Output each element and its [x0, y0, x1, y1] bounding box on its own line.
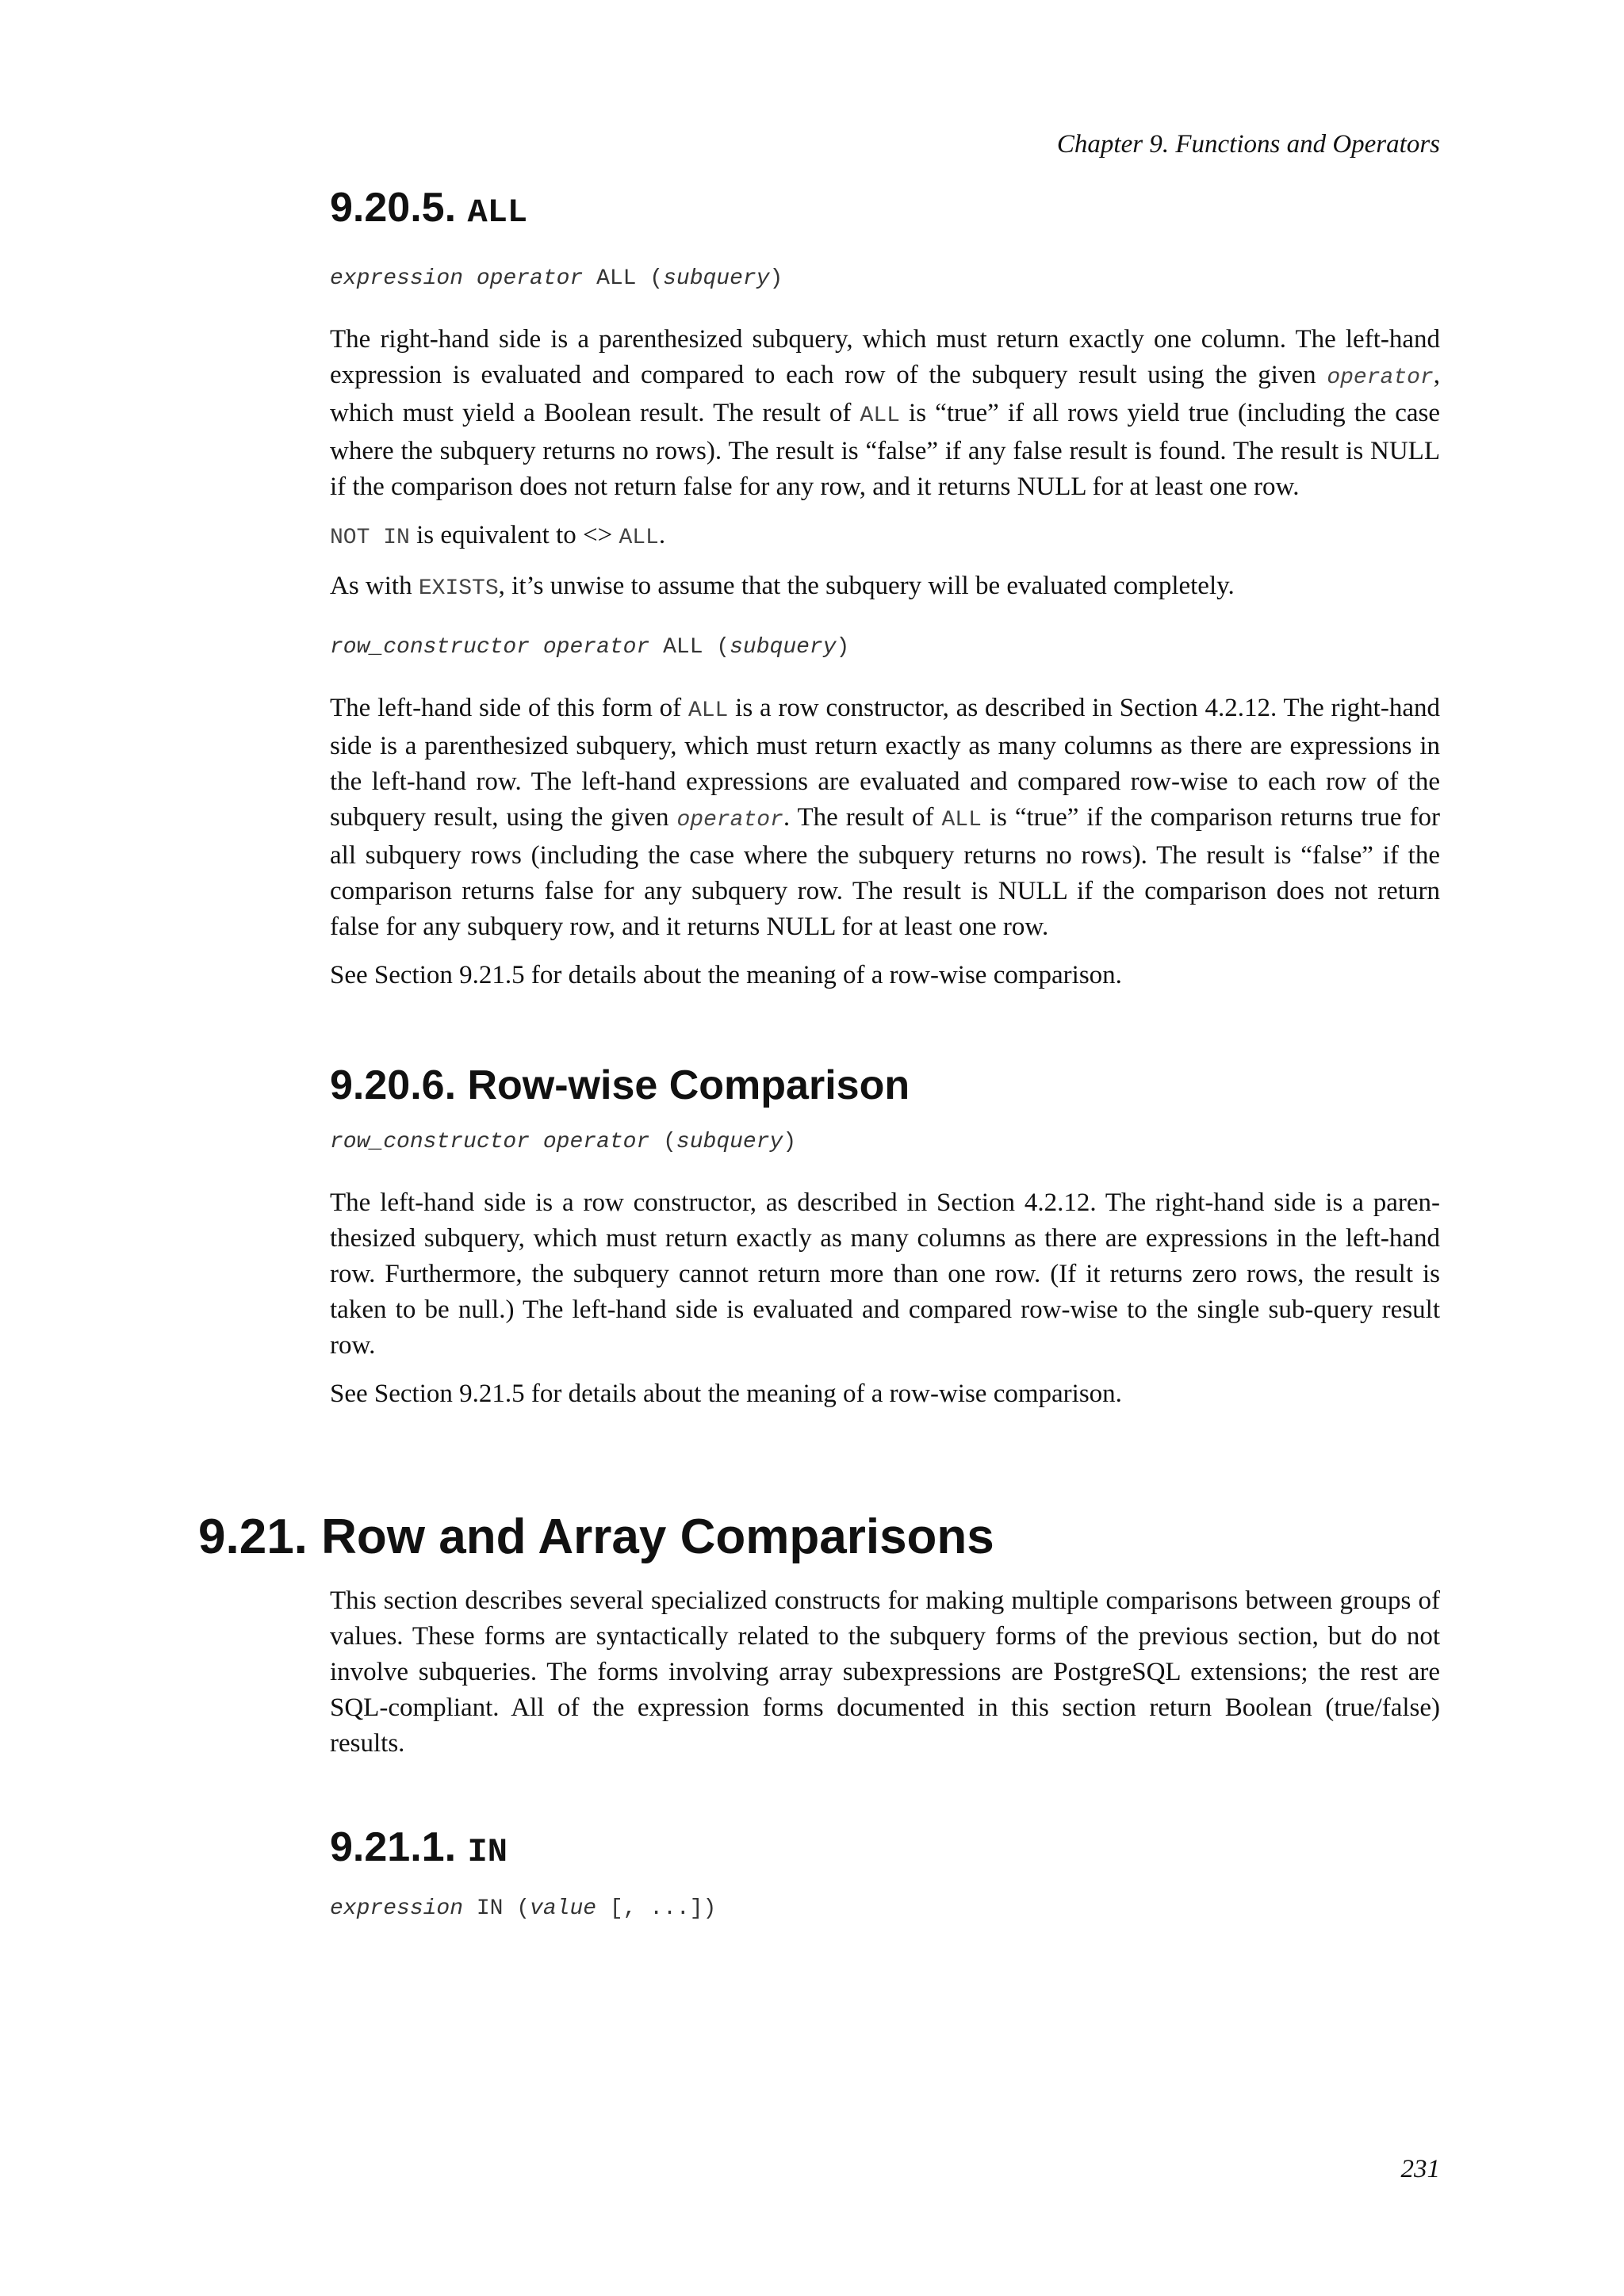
- section-heading-9-21: 9.21. Row and Array Comparisons: [198, 1510, 994, 1564]
- text-run: .: [658, 521, 666, 549]
- paragraph: [330, 691, 1440, 945]
- text-run: The right-hand side is a parenthesized subquery, which must return exactly one column. The left-hand expression is evaluated and compared to each row of the subquery result using the given: [330, 325, 1440, 389]
- paragraph: The left-hand side is a row constructor, as described in Section 4.2.12. The right-hand side is a paren-thesized subquery, which must return exactly as many columns as there are expressions in the left-hand row. Furthermore, the subquery cannot return more than one row. (If it returns zero rows, the result is taken to be null.) The left-hand side is evaluated and compared row-wise to the single sub-query result row.: [330, 1188, 1440, 1360]
- inline-code: ALL: [860, 404, 900, 428]
- inline-code: NOT IN: [330, 526, 410, 550]
- synopsis-keyword: ALL (: [596, 266, 664, 291]
- paragraph: [330, 322, 1440, 505]
- text-run: . The result of: [783, 803, 942, 832]
- text-run: , it’s unwise to assume that the subquery will be evaluated completely.: [498, 572, 1235, 600]
- section-number: 9.20.5.: [330, 185, 457, 231]
- synopsis-param: operator: [542, 1130, 650, 1154]
- synopsis-param: operator: [476, 266, 584, 291]
- synopsis-param: row_constructor: [330, 635, 530, 660]
- section-number: 9.21.1.: [330, 1824, 457, 1870]
- synopsis-keyword: ALL (: [663, 635, 730, 660]
- synopsis-punct: (: [663, 1130, 676, 1154]
- running-header: Chapter 9. Functions and Operators: [1056, 130, 1440, 159]
- page-content: [198, 182, 1441, 1923]
- paragraph: This section describes several specialized constructs for making multiple comparisons between groups of values. These forms are syntactically related to the subquery forms of the previous section, but do not involve subqueries. The forms involving array subexpressions are PostgreSQL extensions; the rest are SQL-compliant. All of the expression forms documented in this section return Boolean (true/false) results.: [330, 1586, 1440, 1758]
- text-run: is a row constructor, as described in Section 4.2.12. The right-hand side is a parenthesized subquery, which must return exactly as many columns as there are expressions in the left-hand row. The left-hand expressions are evaluated and compared row-wise to each row of the subquery result, using the given: [330, 694, 1440, 832]
- synopsis-param: subquery: [676, 1130, 783, 1154]
- section-code-title: ALL: [467, 193, 528, 232]
- synopsis-param: value: [530, 1896, 597, 1921]
- page-number: 231: [1400, 2155, 1440, 2183]
- synopsis-punct: ): [769, 266, 783, 291]
- synopsis-param: subquery: [730, 635, 837, 660]
- paragraph: See Section 9.21.5 for details about the meaning of a row-wise comparison.: [330, 1380, 1122, 1408]
- synopsis-param: expression: [330, 266, 464, 291]
- inline-code: ALL: [688, 698, 729, 723]
- inline-code: operator: [1327, 365, 1434, 390]
- synopsis-param: row_constructor: [330, 1130, 530, 1154]
- text-run: , which must yield a Boolean result. The result of: [330, 361, 1440, 427]
- text-run: As with: [330, 572, 419, 600]
- paragraph: [330, 568, 1440, 607]
- inline-code: operator: [676, 808, 783, 832]
- paragraph: See Section 9.21.5 for details about the meaning of a row-wise comparison.: [330, 961, 1122, 989]
- synopsis-param: operator: [542, 635, 650, 660]
- section-heading-9-21-1: [330, 1822, 1440, 1877]
- synopsis-param: expression: [330, 1896, 464, 1921]
- synopsis-row-all: [330, 633, 1440, 662]
- paragraph: [330, 518, 1440, 556]
- inline-code: ALL: [941, 808, 982, 832]
- section-code-title: IN: [467, 1833, 508, 1871]
- synopsis-punct: [, ...]): [609, 1896, 717, 1921]
- inline-code: EXISTS: [418, 576, 499, 601]
- synopsis-in: [330, 1895, 1440, 1923]
- text-run: is “true” if all rows yield true (including the case where the subquery returns no rows). The result is “false” if any false result is found. The result is NULL if the comparison does not return false for any row, and it returns NULL for at least one row.: [330, 399, 1440, 501]
- synopsis-punct: ): [783, 1130, 797, 1154]
- section-heading-9-20-6: 9.20.6. Row-wise Comparison: [330, 1062, 910, 1108]
- text-run: The left-hand side of this form of: [330, 694, 688, 722]
- inline-code: ALL: [619, 526, 659, 550]
- synopsis-punct: ): [836, 635, 850, 660]
- synopsis-all: [330, 265, 1440, 293]
- section-heading-9-20-5: [330, 182, 1440, 238]
- synopsis-param: subquery: [663, 266, 770, 291]
- text-run: is equivalent to <>: [409, 521, 619, 549]
- synopsis-keyword: IN (: [476, 1896, 530, 1921]
- synopsis-row-wise: [330, 1128, 1440, 1157]
- text-run: is “true” if the comparison returns true for all subquery rows (including the case where the subquery returns no rows). The result is “false” if the comparison returns false for any subquery row. The result is NULL if the comparison does not return false for any subquery row, and it returns NULL for at least one row.: [330, 803, 1441, 941]
